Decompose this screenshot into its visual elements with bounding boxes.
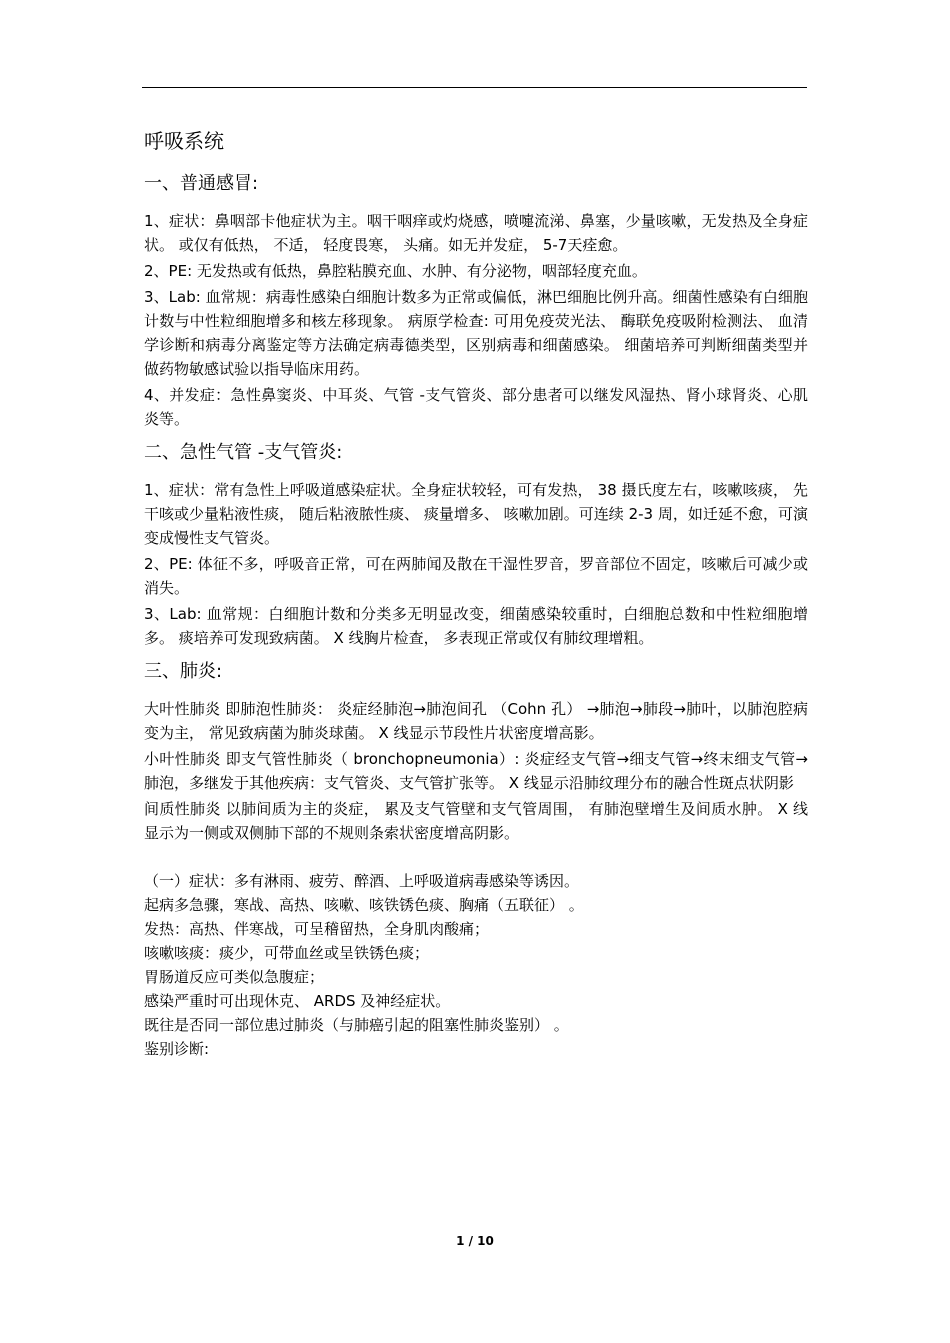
paragraph-complications: 4、并发症：急性鼻窦炎、中耳炎、气管 -支气管炎、部分患者可以继发风湿热、肾小球肾炎、心肌炎等。 (144, 386, 808, 428)
paragraph-symptoms: 1、症状：常有急性上呼吸道感染症状。全身症状较轻，可有发热， 38 摄氏度左右，咳嗽咳痰， 先干咳或少量粘液性痰， 随后粘液脓性痰、 痰量增多、 咳嗽加剧。可连续 2-3 周，如迁延不愈，可演变成慢性支气管炎。 (144, 481, 808, 547)
paragraph-lobar-pneumonia: 大叶性肺炎 即肺泡性肺炎： 炎症经肺泡→肺泡间孔 （Cohn 孔） →肺泡→肺段→肺叶，以肺泡腔病变为主， 常见致病菌为肺炎球菌。 X 线显示节段性片状密度增高影。 (144, 700, 808, 742)
page-number: 1 / 10 (456, 1234, 494, 1248)
page-title: 呼吸系统 (144, 129, 224, 153)
text-line: 咳嗽咳痰：痰少，可带血丝或呈铁锈色痰； (144, 944, 430, 962)
section-heading-pneumonia: 三、肺炎: (144, 661, 223, 682)
paragraph-symptoms: 1、症状：鼻咽部卡他症状为主。咽干咽痒或灼烧感，喷嚏流涕、鼻塞，少量咳嗽，无发热及全身症状。 或仅有低热， 不适， 轻度畏寒， 头痛。如无并发症， 5-7天痊愈。 (144, 212, 808, 254)
paragraph-lab: 3、Lab: 血常规：病毒性感染白细胞计数多为正常或偏低，淋巴细胞比例升高。细菌性感染有白细胞计数与中性粒细胞增多和核左移现象。 病原学检查: 可用免疫荧光法、 酶联免疫吸附检测法、 血清学诊断和病毒分离鉴定等方法确定病毒德类型，区别病毒和细菌感染。 细菌培养可判断细菌类型并做药物敏感试验以指导临床用药。 (144, 288, 808, 378)
text-line: 起病多急骤，寒战、高热、咳嗽、咳铁锈色痰、胸痛（五联征） 。 (144, 896, 584, 914)
paragraph-lab: 3、Lab: 血常规：白细胞计数和分类多无明显改变，细菌感染较重时，白细胞总数和中性粒细胞增多。 痰培养可发现致病菌。 X 线胸片检查， 多表现正常或仅有肺纹理增粗。 (144, 605, 808, 647)
paragraph-lobular-pneumonia: 小叶性肺炎 即支气管性肺炎（ bronchopneumonia）: 炎症经支气管→细支气管→终末细支气管→肺泡，多继发于其他疾病：支气管炎、支气管扩张等。 X 线显示沿肺纹理分布的融合性斑点状阴影 (144, 750, 808, 792)
header-rule (142, 87, 807, 88)
text-line: 既往是否同一部位患过肺炎（与肺癌引起的阻塞性肺炎鉴别） 。 (144, 1016, 569, 1034)
section-heading-bronchitis: 二、急性气管 -支气管炎: (144, 442, 343, 463)
paragraph-pe: 2、PE: 无发热或有低热，鼻腔粘膜充血、水肿、有分泌物，咽部轻度充血。 (144, 262, 647, 280)
paragraph-interstitial-pneumonia: 间质性肺炎 以肺间质为主的炎症， 累及支气管壁和支气管周围， 有肺泡壁增生及间质水肿。 X 线显示为一侧或双侧肺下部的不规则条索状密度增高阴影。 (144, 800, 808, 842)
document-body (144, 124, 808, 1061)
text-line: 胃肠道反应可类似急腹症； (144, 968, 325, 986)
text-line: 发热：高热、伴寒战，可呈稽留热，全身肌肉酸痛； (144, 920, 490, 938)
text-line: 感染严重时可出现休克、 ARDS 及神经症状。 (144, 992, 451, 1010)
text-line: （一）症状：多有淋雨、疲劳、醉酒、上呼吸道病毒感染等诱因。 (144, 872, 580, 890)
text-line: 鉴别诊断: (144, 1040, 210, 1058)
paragraph-pe: 2、PE: 体征不多，呼吸音正常，可在两肺闻及散在干湿性罗音，罗音部位不固定，咳嗽后可减少或消失。 (144, 555, 808, 597)
section-heading-common-cold: 一、普通感冒: (144, 173, 259, 194)
